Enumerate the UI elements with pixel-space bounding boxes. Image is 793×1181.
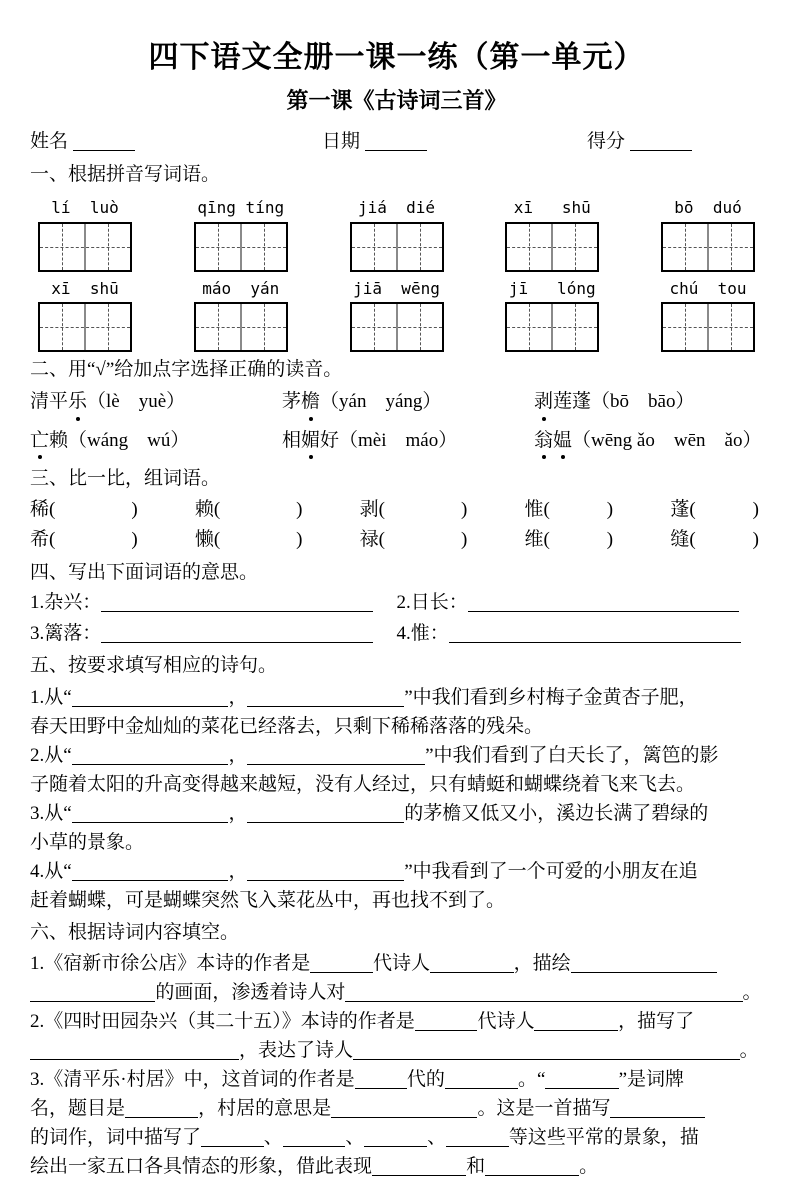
- dotted-char: 檐: [301, 388, 320, 417]
- section-pinyin: [30, 161, 763, 352]
- dotted-char: 媚: [301, 427, 320, 456]
- fill-blank[interactable]: [364, 1128, 427, 1147]
- pinyin-group: [505, 191, 599, 271]
- text-line: 子随着太阳的升高变得越来越短，没有人经过，只有蜻蜓和蝴蝶绕着飞来飞去。: [30, 773, 696, 795]
- meaning-cell: 3.篱落：: [30, 620, 397, 649]
- date-blank[interactable]: [365, 131, 428, 152]
- writing-grid[interactable]: [38, 222, 132, 272]
- pinyin-group: [350, 272, 444, 352]
- dashed-guideline: [196, 327, 286, 328]
- fill-blank[interactable]: [30, 983, 155, 1002]
- header-fields: [30, 128, 763, 157]
- fill-blank[interactable]: [353, 1041, 740, 1060]
- fill-blank[interactable]: [365, 132, 428, 151]
- date-field: [322, 128, 587, 157]
- item-text: （lè yuè）: [87, 391, 186, 413]
- dashed-guideline: [196, 247, 286, 248]
- word-cell[interactable]: 维( ): [524, 529, 614, 551]
- writing-grid[interactable]: [350, 302, 444, 352]
- meaning-cell: 1.杂兴：: [30, 589, 397, 618]
- pinyin-group: [38, 272, 132, 352]
- fill-blank[interactable]: [571, 954, 717, 973]
- fill-blank[interactable]: [72, 688, 229, 707]
- pinyin-label: xī shū: [513, 198, 591, 218]
- meaning-row: [30, 589, 763, 618]
- text-line: 的画面，渗透着诗人对 。: [30, 978, 763, 1007]
- fill-blank[interactable]: [534, 1012, 618, 1031]
- item-text: 茅: [282, 391, 302, 413]
- fill-blank[interactable]: [283, 1128, 346, 1147]
- text-line: 2.《四时田园杂兴（其二十五）》本诗的作者是 代诗人 ，描写了: [30, 1011, 695, 1033]
- name-field: [30, 128, 322, 157]
- fill-blank[interactable]: [445, 1070, 518, 1089]
- word-cell[interactable]: 懒( ): [194, 529, 303, 551]
- fill-blank[interactable]: [372, 1157, 466, 1176]
- text-line: 的词作，词中描写了 、 、 、 等这些平常的景象，描: [30, 1127, 699, 1149]
- text-line: 赶着蝴蝶，可是蝴蝶突然飞入菜花丛中，再也找不到了。: [30, 889, 506, 911]
- word-cell[interactable]: 禄( ): [359, 529, 468, 551]
- section-poem-lines: [30, 652, 763, 915]
- dashed-guideline: [507, 327, 597, 328]
- pinyin-label: jiā wēng: [353, 278, 440, 298]
- fill-blank[interactable]: [310, 954, 373, 973]
- fill-blank[interactable]: [101, 624, 373, 643]
- dotted-char: 剥: [534, 388, 553, 417]
- item-text: 相: [282, 429, 302, 451]
- name-blank[interactable]: [73, 131, 136, 152]
- pinyin-row-1: [30, 191, 763, 271]
- text-line: 名，题目是 ，村居的意思是 。这是一首描写: [30, 1094, 763, 1123]
- fill-blank[interactable]: [545, 1070, 618, 1089]
- pinyin-label: jiá dié: [357, 198, 436, 218]
- word-cell[interactable]: 希( ): [30, 529, 138, 551]
- item-text: 赖（wáng wú）: [49, 429, 190, 451]
- pronunciation-row: [30, 427, 763, 456]
- pinyin-row-2: [30, 272, 763, 352]
- item-text: 莲蓬（bō bāo）: [553, 391, 695, 413]
- pinyin-label: lí luò: [51, 198, 119, 218]
- fill-blank[interactable]: [468, 593, 740, 612]
- dashed-guideline: [352, 247, 442, 248]
- meaning-cell: 4.惟：: [397, 620, 764, 649]
- section-5-title: 五、按要求填写相应的诗句。: [30, 655, 278, 677]
- fill-blank[interactable]: [72, 804, 229, 823]
- fill-blank[interactable]: [101, 593, 373, 612]
- writing-grid[interactable]: [661, 222, 755, 272]
- text-line: 4.从“ ， ”中我看到了一个可爱的小朋友在追: [30, 860, 698, 882]
- text-line: 3.《清平乐·村居》中，这首词的作者是 代的 。“ ”是词牌: [30, 1069, 684, 1091]
- fill-blank[interactable]: [355, 1070, 407, 1089]
- item-text: 清平: [30, 391, 69, 413]
- section-word-formation: [30, 465, 763, 555]
- text-line: 1.从“ ， ”中我们看到乡村梅子金黄杏子肥，: [30, 686, 698, 708]
- text-line: 小草的景象。: [30, 831, 145, 853]
- item-text: （wēng ǎo wēn ǎo）: [572, 429, 762, 451]
- text-line: 2.从“ ， ”中我们看到了白天长了，篱笆的影: [30, 744, 719, 766]
- item-text: 好（mèi máo）: [320, 429, 458, 451]
- pronunciation-row: [30, 388, 763, 417]
- text-line: ，表达了诗人 。: [30, 1036, 763, 1065]
- fill-blank[interactable]: [247, 804, 404, 823]
- writing-grid[interactable]: [194, 302, 288, 352]
- pinyin-group: [194, 191, 288, 271]
- word-row: [30, 496, 763, 525]
- word-cell[interactable]: 惟( ): [524, 498, 614, 520]
- text-line: 春天田野中金灿灿的菜花已经落去，只剩下稀稀落落的残朵。: [30, 715, 544, 737]
- fill-blank[interactable]: [73, 132, 136, 151]
- pronunciation-item[interactable]: [534, 388, 694, 417]
- dashed-guideline: [663, 327, 753, 328]
- fill-blank[interactable]: [485, 1157, 579, 1176]
- word-cell[interactable]: 蓬( ): [670, 498, 759, 520]
- item-text: （yán yáng）: [320, 391, 442, 413]
- name-label: 姓名: [30, 131, 69, 153]
- pronunciation-item[interactable]: [282, 388, 534, 417]
- fill-blank[interactable]: [247, 688, 404, 707]
- dashed-guideline: [40, 327, 130, 328]
- pronunciation-item[interactable]: [282, 427, 534, 456]
- dotted-char: 亡: [30, 427, 49, 456]
- meaning-row: [30, 620, 763, 649]
- word-cell[interactable]: 缝( ): [670, 529, 759, 551]
- dashed-guideline: [40, 247, 130, 248]
- writing-grid[interactable]: [350, 222, 444, 272]
- pinyin-label: jī lóng: [508, 278, 596, 298]
- section-3-title: 三、比一比，组词语。: [30, 468, 221, 490]
- pinyin-group: [194, 272, 288, 352]
- score-blank[interactable]: [630, 131, 693, 152]
- page-subtitle: 第一课《古诗词三首》: [286, 88, 507, 113]
- text-line: 3.从“ ， 的茅檐又低又小，溪边长满了碧绿的: [30, 802, 709, 824]
- section-poem-facts: [30, 919, 763, 1181]
- word-cell[interactable]: 稀( ): [30, 498, 138, 520]
- pinyin-group: [661, 272, 755, 352]
- word-row: [30, 526, 763, 555]
- writing-grid[interactable]: [661, 302, 755, 352]
- pinyin-label: qīng tíng: [197, 198, 285, 218]
- fill-blank[interactable]: [247, 862, 404, 881]
- fill-blank[interactable]: [30, 1041, 239, 1060]
- section-pronunciation: [30, 356, 763, 456]
- section-word-meanings: [30, 559, 763, 649]
- pinyin-label: chú tou: [669, 278, 747, 298]
- pinyin-group: [505, 272, 599, 352]
- fill-blank[interactable]: [446, 1128, 509, 1147]
- dotted-char: 媪: [553, 427, 572, 456]
- dashed-guideline: [507, 247, 597, 248]
- fill-blank[interactable]: [125, 1099, 198, 1118]
- writing-grid[interactable]: [194, 222, 288, 272]
- pinyin-group: [350, 191, 444, 271]
- dotted-char: 乐: [68, 388, 87, 417]
- pinyin-label: xī shū: [51, 278, 119, 298]
- section-4-title: 四、写出下面词语的意思。: [30, 561, 259, 583]
- pronunciation-item[interactable]: [30, 388, 282, 417]
- fill-blank[interactable]: [72, 862, 229, 881]
- text-line: 绘出一家五口各具情态的形象，借此表现 和 。: [30, 1156, 599, 1178]
- word-cell[interactable]: 剥( ): [359, 498, 468, 520]
- fill-blank[interactable]: [72, 746, 229, 765]
- fill-blank[interactable]: [630, 132, 693, 151]
- writing-grid[interactable]: [38, 302, 132, 352]
- fill-blank[interactable]: [247, 746, 425, 765]
- fill-blank[interactable]: [430, 954, 514, 973]
- score-field: [587, 128, 763, 157]
- fill-blank[interactable]: [415, 1012, 478, 1031]
- dotted-char: 翁: [534, 427, 553, 456]
- pronunciation-item[interactable]: [30, 427, 282, 456]
- section-1-title: 一、根据拼音写词语。: [30, 163, 221, 185]
- fill-blank[interactable]: [201, 1128, 264, 1147]
- fill-blank[interactable]: [449, 624, 742, 643]
- pinyin-group: [38, 191, 132, 271]
- section-6-title: 六、根据诗词内容填空。: [30, 921, 240, 943]
- date-label: 日期: [322, 131, 361, 153]
- pronunciation-item[interactable]: [534, 427, 761, 456]
- fill-blank[interactable]: [345, 983, 742, 1002]
- pinyin-label: máo yán: [202, 278, 280, 298]
- text-line: 1.《宿新市徐公店》本诗的作者是 代诗人 ，描绘: [30, 949, 763, 978]
- page-title: 四下语文全册一课一练（第一单元）: [148, 41, 645, 74]
- pinyin-label: bō duó: [674, 198, 742, 218]
- writing-grid[interactable]: [505, 302, 599, 352]
- pinyin-group: [661, 191, 755, 271]
- meaning-cell: 2.日长：: [397, 589, 764, 618]
- dashed-guideline: [352, 327, 442, 328]
- writing-grid[interactable]: [505, 222, 599, 272]
- fill-blank[interactable]: [331, 1099, 477, 1118]
- section-2-title: 二、用“√”给加点字选择正确的读音。: [30, 358, 343, 380]
- word-cell[interactable]: 赖( ): [194, 498, 303, 520]
- dashed-guideline: [663, 247, 753, 248]
- score-label: 得分: [587, 131, 626, 153]
- fill-blank[interactable]: [610, 1099, 704, 1118]
